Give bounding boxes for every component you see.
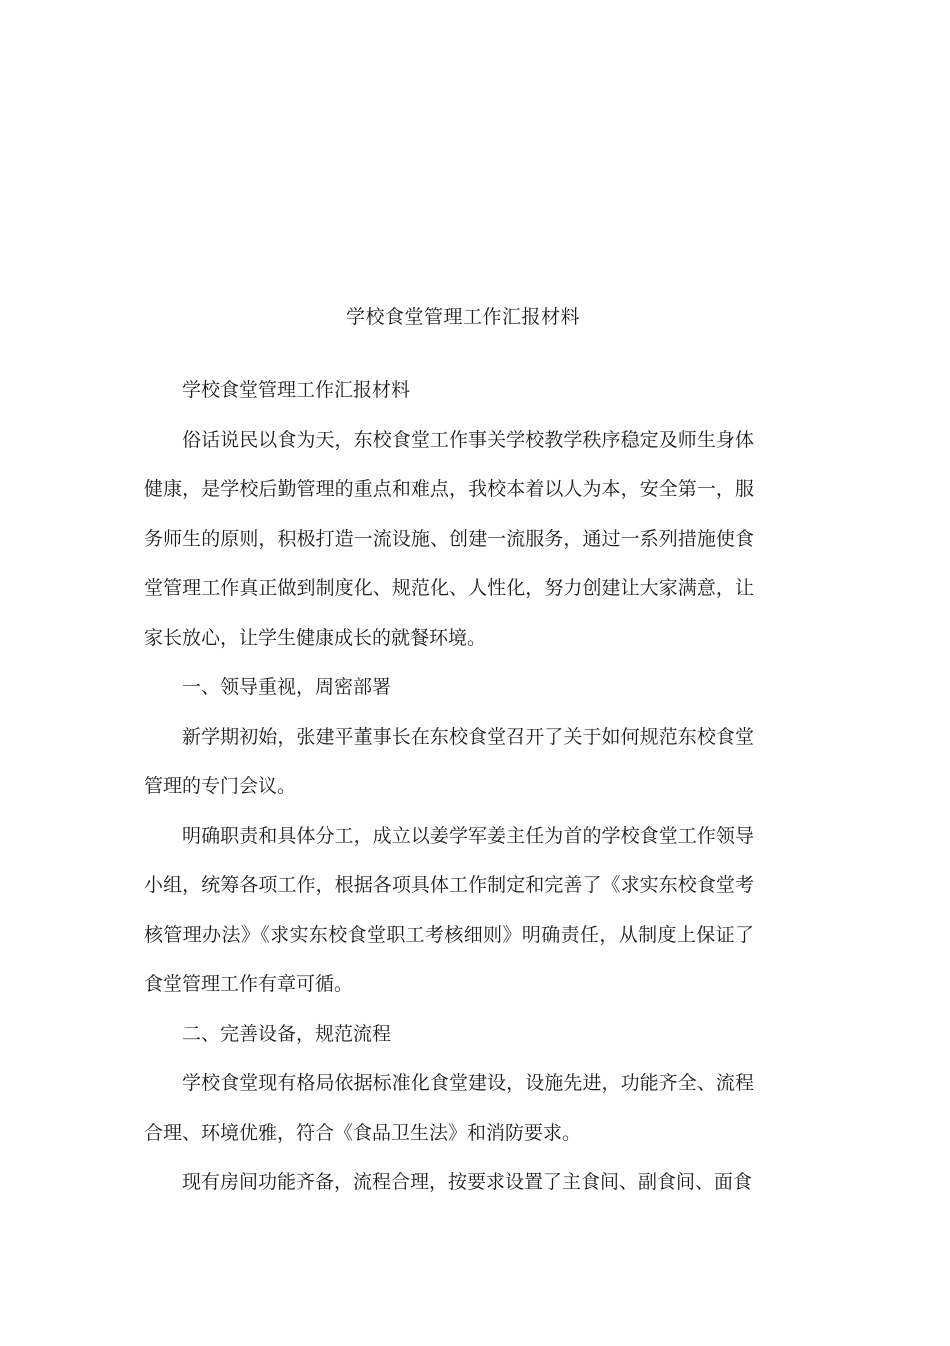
paragraph-responsibilities: 明确职责和具体分工，成立以姜学军姜主任为首的学校食堂工作领导小组，统筹各项工作，根据各项具体工作制定和完善了《求实东校食堂考核管理办法》《求实东校食堂职工考核细则》明确责任，从制度上保证了食堂管理工作有章可循。 xyxy=(144,824,754,995)
paragraph-subtitle: 学校食堂管理工作汇报材料 xyxy=(182,379,411,401)
paragraph-rooms: 现有房间功能齐备，流程合理，按要求设置了主食间、副食间、面食 xyxy=(182,1171,753,1193)
paragraph-meeting: 新学期初始，张建平董事长在东校食堂召开了关于如何规范东校食堂管理的专门会议。 xyxy=(144,725,754,797)
paragraph-intro: 俗话说民以食为天，东校食堂工作事关学校教学秩序稳定及师生身体健康，是学校后勤管理的重点和难点，我校本着以人为本，安全第一，服务师生的原则，积极打造一流设施、创建一流服务，通过一系列措施使食堂管理工作真正做到制度化、规范化、人性化，努力创建让大家满意，让家长放心，让学生健康成长的就餐环境。 xyxy=(144,428,754,649)
paragraph-facilities: 学校食堂现有格局依据标准化食堂建设，设施先进，功能齐全、流程合理、环境优雅，符合《食品卫生法》和消防要求。 xyxy=(144,1072,754,1144)
section-heading-2: 二、完善设备，规范流程 xyxy=(182,1022,392,1045)
section-heading-1: 一、领导重视，周密部署 xyxy=(182,676,392,698)
document-body xyxy=(144,366,754,1208)
document-title: 学校食堂管理工作汇报材料 xyxy=(345,306,580,328)
